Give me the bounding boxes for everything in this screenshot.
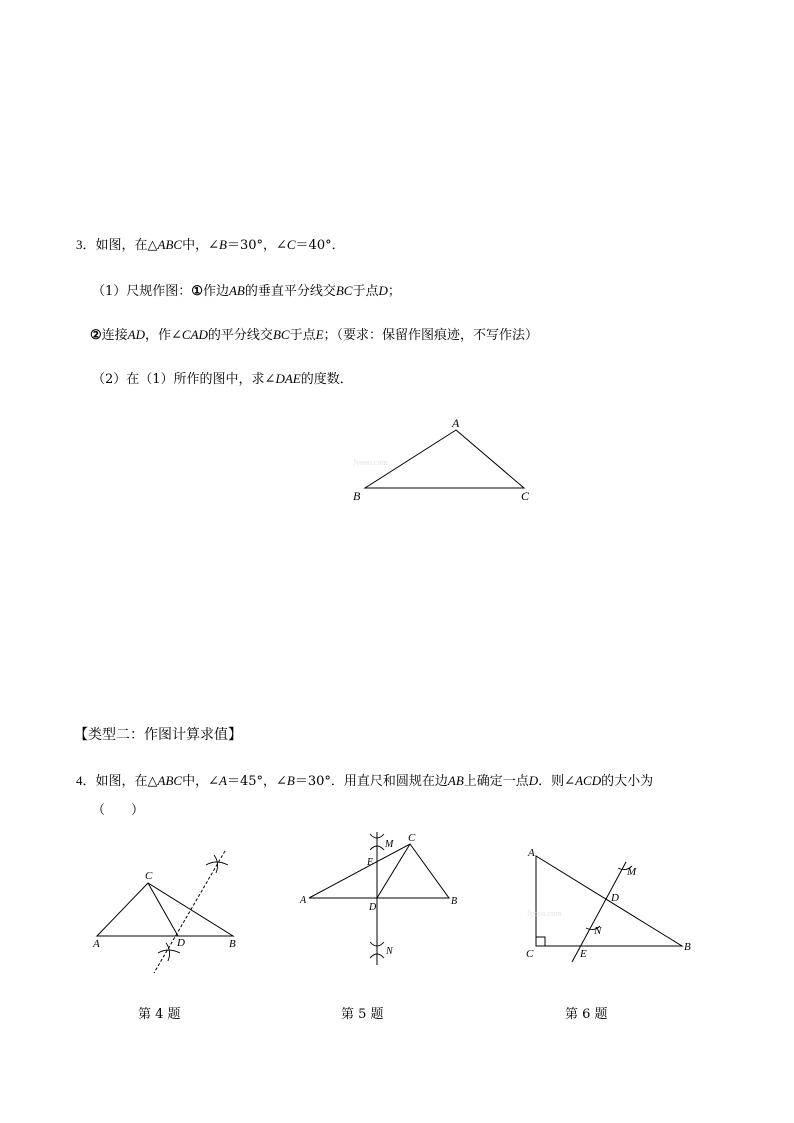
label-b: B xyxy=(353,489,361,503)
fig6-perp-bisector xyxy=(572,862,626,962)
figure-4-caption: 第 4 题 xyxy=(138,1007,181,1022)
figure-6 xyxy=(522,840,702,970)
q3-part2: （2）在（1）所作的图中，求∠DAE的度数． xyxy=(92,371,353,387)
fig5-label-n: N xyxy=(386,946,393,957)
fig6-label-m: M xyxy=(627,866,637,878)
fig5-label-b: B xyxy=(451,896,458,907)
fig4-label-a: A xyxy=(93,938,100,950)
fig6-label-d: D xyxy=(611,892,619,904)
q3-triangle-figure xyxy=(345,412,545,507)
fig6-label-b: B xyxy=(684,941,691,953)
q4-stem: 4．如图，在△ABC中，∠A＝45°，∠B＝30°．用直尺和圆规在边AB上确定一点D．则∠ACD的大小为 xyxy=(76,773,654,789)
q3-part1-step1: （1）尺规作图：①作边AB的垂直平分线交BC于点D； xyxy=(92,283,401,299)
q4-answer-blank: （ ） xyxy=(92,803,145,818)
fig5-label-e: E xyxy=(367,857,374,868)
q3-part1-step2: ②连接AD，作∠CAD的平分线交BC于点E；（要求：保留作图痕迹，不写作法） xyxy=(90,327,539,343)
figure-4 xyxy=(88,845,248,980)
figure-5 xyxy=(297,830,467,970)
fig5-label-c: C xyxy=(408,832,416,844)
fig5-label-d: D xyxy=(369,902,377,913)
fig4-label-d: D xyxy=(177,937,185,949)
fig6-watermark: Jyeoo.com xyxy=(527,909,562,918)
fig4-triangle xyxy=(97,883,233,936)
fig4-label-c: C xyxy=(145,870,153,882)
section-heading: 【类型二：作图计算求值】 xyxy=(74,727,242,743)
figure-5-caption: 第 5 题 xyxy=(341,1007,384,1022)
fig6-label-a: A xyxy=(528,847,535,859)
fig6-right-angle xyxy=(536,937,545,946)
fig6-label-c: C xyxy=(526,948,534,960)
fig4-segment-cd xyxy=(148,883,178,936)
label-a: A xyxy=(452,416,460,430)
fig5-triangle xyxy=(309,844,449,898)
fig6-label-e: E xyxy=(580,948,587,960)
fig5-label-a: A xyxy=(300,895,307,906)
triangle-abc xyxy=(365,430,524,488)
fig4-label-b: B xyxy=(229,938,236,950)
figure-6-caption: 第 6 题 xyxy=(565,1007,608,1022)
fig6-label-n: N xyxy=(594,925,602,937)
watermark: Jyeoo.com xyxy=(353,458,388,467)
q3-stem: 3．如图，在△ABC中，∠B＝30°，∠C＝40°． xyxy=(76,237,345,253)
label-c: C xyxy=(521,489,530,503)
fig6-triangle xyxy=(536,856,682,946)
fig5-label-m: M xyxy=(385,839,394,850)
fig5-segment-cd xyxy=(377,844,410,898)
